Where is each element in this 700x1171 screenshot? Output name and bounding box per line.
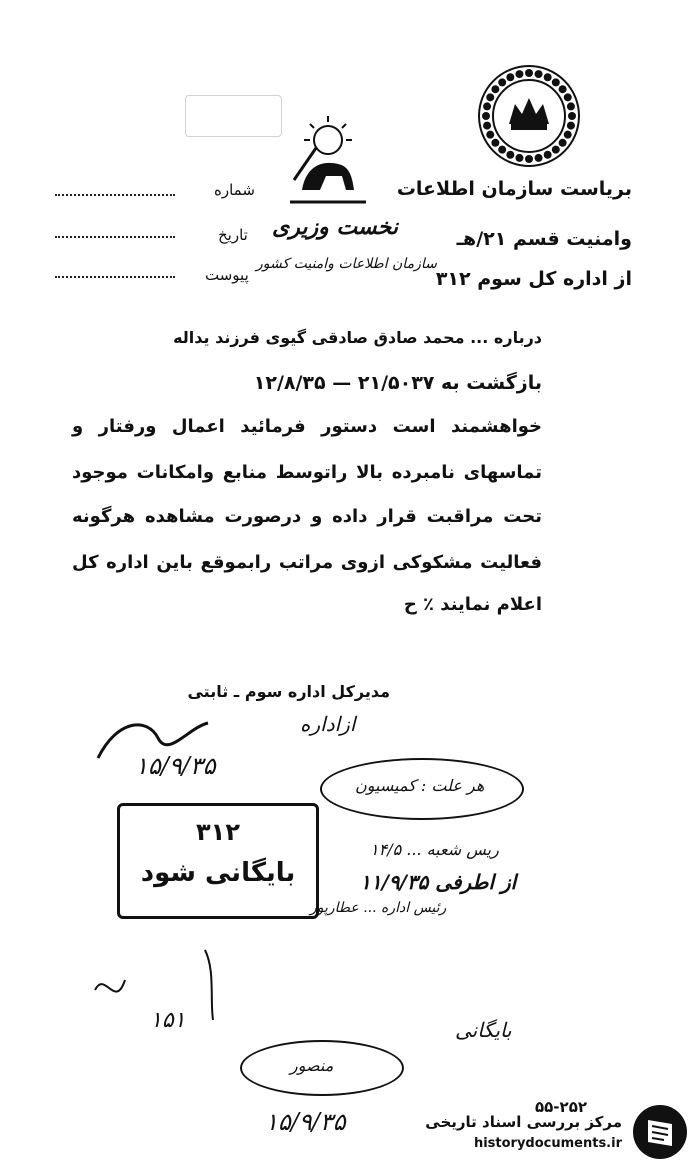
lion-and-sun-emblem-icon [282, 110, 374, 210]
date-dotted-line [55, 236, 175, 238]
seal-bead [515, 154, 523, 162]
seal-bead [567, 122, 575, 130]
org-name-line2: وامنیت قسم ۲۱/هـ [456, 228, 632, 250]
org-name-line1: بریاست سازمان اطلاعات [396, 178, 632, 200]
handwritten-note-4: از اطرفی ۱۱/۹/۳۵ [360, 870, 517, 894]
archive-logo-icon [630, 1102, 690, 1162]
seal-bead [515, 70, 523, 78]
handwritten-note-6: ۱۵۱ [150, 1008, 186, 1033]
attachment-dotted-line [55, 276, 175, 278]
number-dotted-line [55, 194, 175, 196]
seal-bead [506, 73, 514, 81]
crown-seal-icon [475, 62, 583, 170]
handwritten-note-2: هر علت : کمیسیون [355, 776, 485, 795]
seal-bead [498, 146, 506, 154]
handwritten-date-2: ۱۵/۹/۳۵ [265, 1108, 346, 1136]
handwritten-organization: سازمان اطلاعات وامنیت کشور [256, 256, 437, 272]
reference-line: بازگشت به ۲۱/۵۰۳۷ — ۱۲/۸/۳۵ [253, 372, 542, 394]
seal-bead [483, 102, 491, 110]
date-label: تاریخ [218, 226, 248, 244]
faint-stamp [185, 95, 282, 137]
archive-stamp [117, 803, 319, 919]
signature-line: مدیرکل اداره سوم ـ ثابتی [187, 682, 390, 701]
seal-bead [559, 139, 567, 147]
archive-name: مرکز بررسی اسناد تاریخی [425, 1113, 622, 1131]
seal-bead [491, 139, 499, 147]
handwritten-date-1: ۱۵/۹/۳۵ [135, 752, 216, 780]
org-name-line3: از اداره کل سوم ۳۱۲ [435, 268, 632, 290]
handwritten-note-8: منصور [290, 1056, 334, 1075]
body-line-2: تماسهای نامبرده بالا راتوسط منابع وامکانات موجود [72, 462, 542, 483]
seal-bead [491, 85, 499, 93]
seal-bead [552, 146, 560, 154]
body-line-1: خواهشمند است دستور فرمائید اعمال ورفتار و [72, 416, 542, 437]
seal-bead [564, 131, 572, 139]
seal-bead [482, 112, 490, 120]
seal-bead [564, 93, 572, 101]
body-line-5: اعلام نمایند ٪ ح [403, 594, 542, 615]
document-number: ۵۵-۲۵۲ [535, 1098, 588, 1116]
handwritten-ministry: نخست وزیری [272, 214, 398, 240]
subject-line: درباره ... محمد صادق صادقی گیوی فرزند یداله [173, 328, 542, 347]
seal-bead [544, 73, 552, 81]
seal-bead [535, 154, 543, 162]
handwritten-note-7: بایگانی [455, 1018, 512, 1042]
handwritten-note-5: رئیس اداره ... عطارپور [310, 900, 447, 916]
body-line-3: تحت مراقبت قرار داده و درصورت مشاهده هرگونه [72, 506, 542, 527]
seal-bead [506, 151, 514, 159]
seal-bead [559, 85, 567, 93]
stamp-text: بایگانی شود [140, 858, 296, 888]
seal-bead [568, 112, 576, 120]
archive-url: historydocuments.ir [473, 1136, 622, 1151]
stamp-number: ۳۱۲ [196, 818, 240, 846]
seal-bead [483, 122, 491, 130]
body-line-4: فعالیت مشکوکی ازوی مراتب رابموقع باین اداره کل [72, 552, 542, 573]
attachment-label: پیوست [205, 266, 249, 284]
handwritten-note-3: ریس شعبه ... ۱۴/۵ [370, 840, 499, 859]
seal-bead [535, 70, 543, 78]
handwritten-note-1: ازاداره [300, 712, 356, 736]
seal-bead [525, 69, 533, 77]
number-label: شماره [214, 181, 255, 199]
seal-bead [544, 151, 552, 159]
seal-bead [486, 93, 494, 101]
seal-bead [498, 78, 506, 86]
seal-bead [552, 78, 560, 86]
seal-bead [567, 102, 575, 110]
seal-bead [486, 131, 494, 139]
seal-bead [525, 155, 533, 163]
